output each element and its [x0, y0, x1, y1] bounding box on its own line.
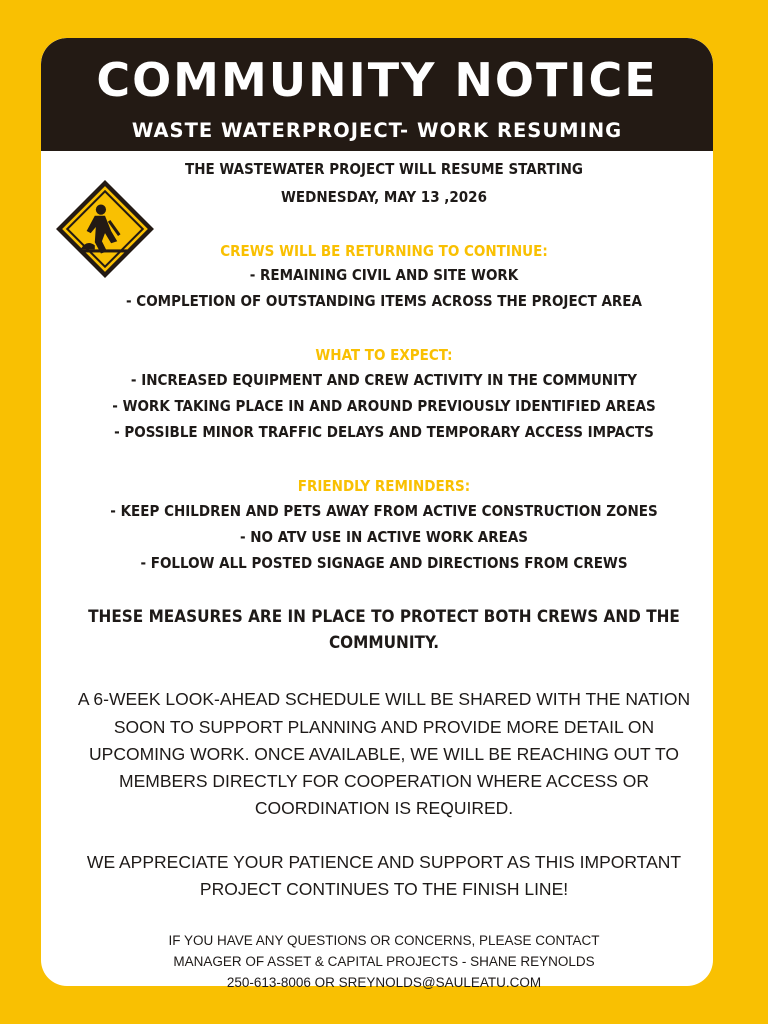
contact-line-2: MANAGER OF ASSET & CAPITAL PROJECTS - SHANE REYNOLDS [173, 954, 595, 969]
notice-title: COMMUNITY NOTICE [96, 53, 658, 107]
appreciation-line-2: PROJECT CONTINUES TO THE FINISH LINE! [199, 879, 569, 899]
reminders-heading: FRIENDLY REMINDERS: [297, 477, 471, 495]
contact-line-3: 250-613-8006 OR SREYNOLDS@SAULEATU.COM [226, 975, 542, 990]
appreciation-line-1: WE APPRECIATE YOUR PATIENCE AND SUPPORT AS THIS IMPORTANT [86, 852, 682, 872]
crews-heading: CREWS WILL BE RETURNING TO CONTINUE: [220, 242, 548, 260]
measures-line-2: COMMUNITY. [328, 633, 440, 653]
expect-item-3: - POSSIBLE MINOR TRAFFIC DELAYS AND TEMPORARY ACCESS IMPACTS [114, 423, 654, 441]
schedule-line-3: UPCOMING WORK. ONCE AVAILABLE, WE WILL BE REACHING OUT TO [89, 744, 679, 764]
notice-subtitle: WASTE WATERPROJECT- WORK RESUMING [131, 119, 623, 142]
reminders-item-3: - FOLLOW ALL POSTED SIGNAGE AND DIRECTIONS FROM CREWS [140, 554, 628, 572]
contact-line-1: IF YOU HAVE ANY QUESTIONS OR CONCERNS, PLEASE CONTACT [168, 933, 600, 948]
reminders-item-2: - NO ATV USE IN ACTIVE WORK AREAS [239, 528, 529, 546]
schedule-line-4: MEMBERS DIRECTLY FOR COOPERATION WHERE ACCESS OR [119, 771, 649, 791]
schedule-line-1: A 6-WEEK LOOK-AHEAD SCHEDULE WILL BE SHARED WITH THE NATION [77, 689, 691, 709]
intro-line-1: THE WASTEWATER PROJECT WILL RESUME STARTING [185, 160, 583, 178]
crews-item-2: - COMPLETION OF OUTSTANDING ITEMS ACROSS THE PROJECT AREA [126, 292, 642, 310]
expect-heading: WHAT TO EXPECT: [315, 346, 453, 364]
expect-item-2: - WORK TAKING PLACE IN AND AROUND PREVIOUSLY IDENTIFIED AREAS [112, 397, 656, 415]
schedule-line-5: COORDINATION IS REQUIRED. [254, 798, 514, 818]
crews-item-1: - REMAINING CIVIL AND SITE WORK [249, 266, 519, 284]
measures-line-1: THESE MEASURES ARE IN PLACE TO PROTECT BOTH CREWS AND THE [88, 607, 680, 627]
schedule-line-2: SOON TO SUPPORT PLANNING AND PROVIDE MORE DETAIL ON [113, 717, 655, 737]
intro-line-2: WEDNESDAY, MAY 13 ,2026 [281, 188, 487, 206]
reminders-item-1: - KEEP CHILDREN AND PETS AWAY FROM ACTIVE CONSTRUCTION ZONES [110, 502, 658, 520]
notice-header [41, 38, 713, 151]
expect-item-1: - INCREASED EQUIPMENT AND CREW ACTIVITY IN THE COMMUNITY [130, 371, 638, 389]
